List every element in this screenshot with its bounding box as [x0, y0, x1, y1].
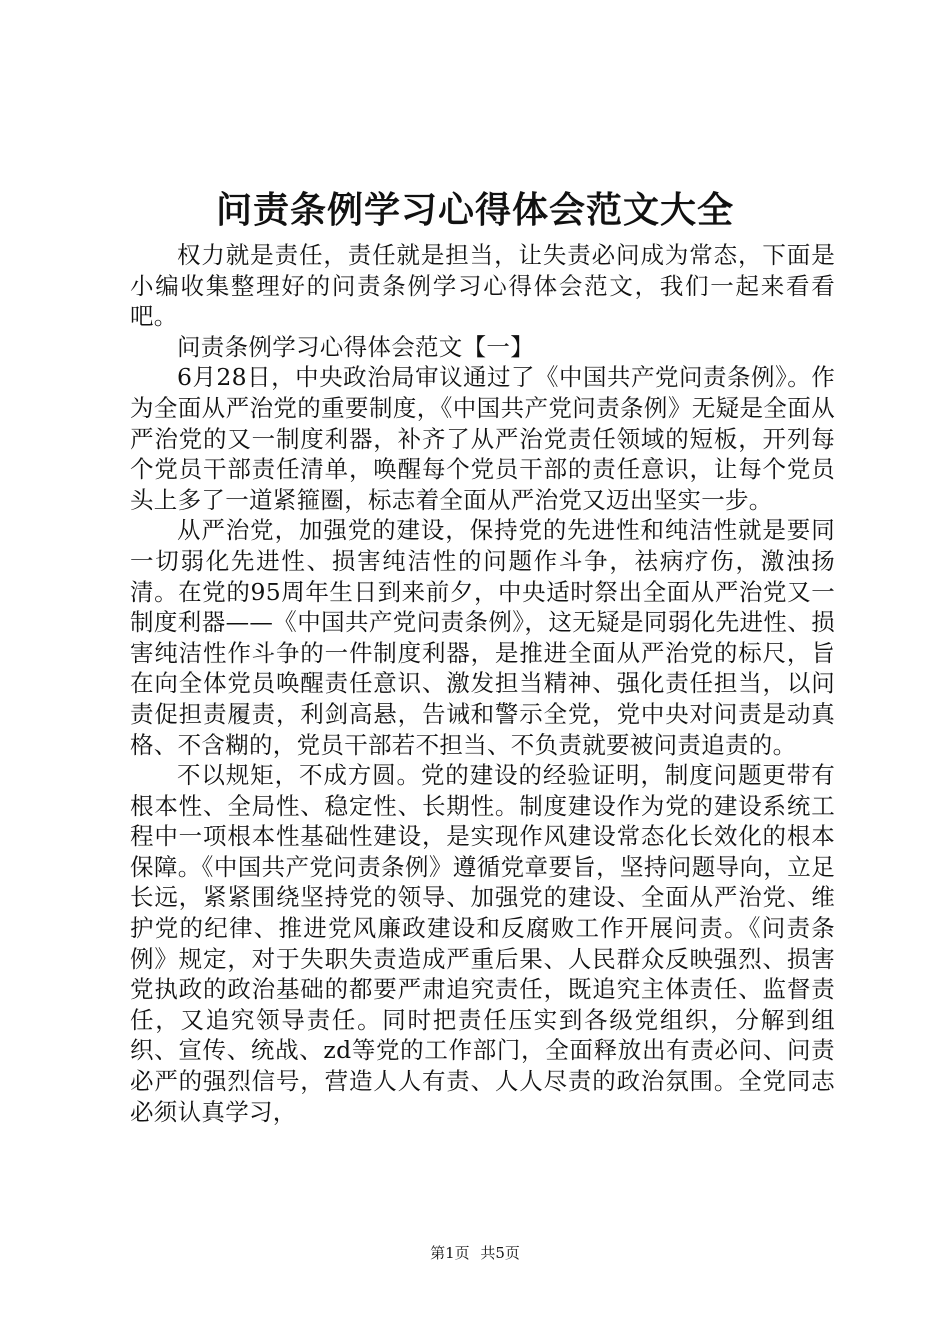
paragraph: 从严治党，加强党的建设，保持党的先进性和纯洁性就是要同一切弱化先进性、损害纯洁性的问题作斗争，祛病疗伤，激浊扬清。在党的95周年生日到来前夕，中央适时祭出全面从严治党又一制度利器——《中国共产党问责条例》，这无疑是同弱化先进性、损害纯洁性作斗争的一件制度利器，是推进全面从严治党的标尺，旨在向全体党员唤醒责任意识、激发担当精神、强化责任担当，以问责促担责履责，利剑高悬，告诫和警示全党，党中央对问责是动真格、不含糊的，党员干部若不担当、不负责就要被问责追责的。	[130, 516, 835, 759]
page-footer	[0, 1243, 950, 1263]
paragraph-intro: 权力就是责任，责任就是担当，让失责必问成为常态，下面是小编收集整理好的问责条例学习心得体会范文，我们一起来看看吧。	[130, 241, 835, 331]
document-title: 问责条例学习心得体会范文大全	[215, 189, 734, 231]
paragraph: 不以规矩，不成方圆。党的建设的经验证明，制度问题更带有根本性、全局性、稳定性、长期性。制度建设作为党的建设系统工程中一项根本性基础性建设，是实现作风建设常态化长效化的根本保障。《中国共产党问责条例》遵循党章要旨，坚持问题导向，立足长远，紧紧围绕坚持党的领导、加强党的建设、全面从严治党、维护党的纪律、推进党风廉政建设和反腐败工作开展问责。《问责条例》规定，对于失职失责造成严重后果、人民群众反映强烈、损害党执政的政治基础的都要严肃追究责任，既追究主体责任、监督责任，又追究领导责任。同时把责任压实到各级党组织，分解到组织、宣传、统战、zd等党的工作部门，全面释放出有责必问、问责必严的强烈信号，营造人人有责、人人尽责的政治氛围。全党同志必须认真学习，	[130, 761, 835, 1126]
page-total: 共5页	[480, 1244, 520, 1262]
document-body	[130, 240, 835, 1127]
section-heading: 问责条例学习心得体会范文【一】	[177, 332, 534, 361]
paragraph: 6月28日，中央政治局审议通过了《中国共产党问责条例》。作为全面从严治党的重要制度，《中国共产党问责条例》无疑是全面从严治党的又一制度利器，补齐了从严治党责任领域的短板，开列每个党员干部责任清单，唤醒每个党员干部的责任意识，让每个党员头上多了一道紧箍圈，标志着全面从严治党又迈出坚实一步。	[130, 363, 835, 514]
page-number: 第1页	[430, 1244, 470, 1262]
